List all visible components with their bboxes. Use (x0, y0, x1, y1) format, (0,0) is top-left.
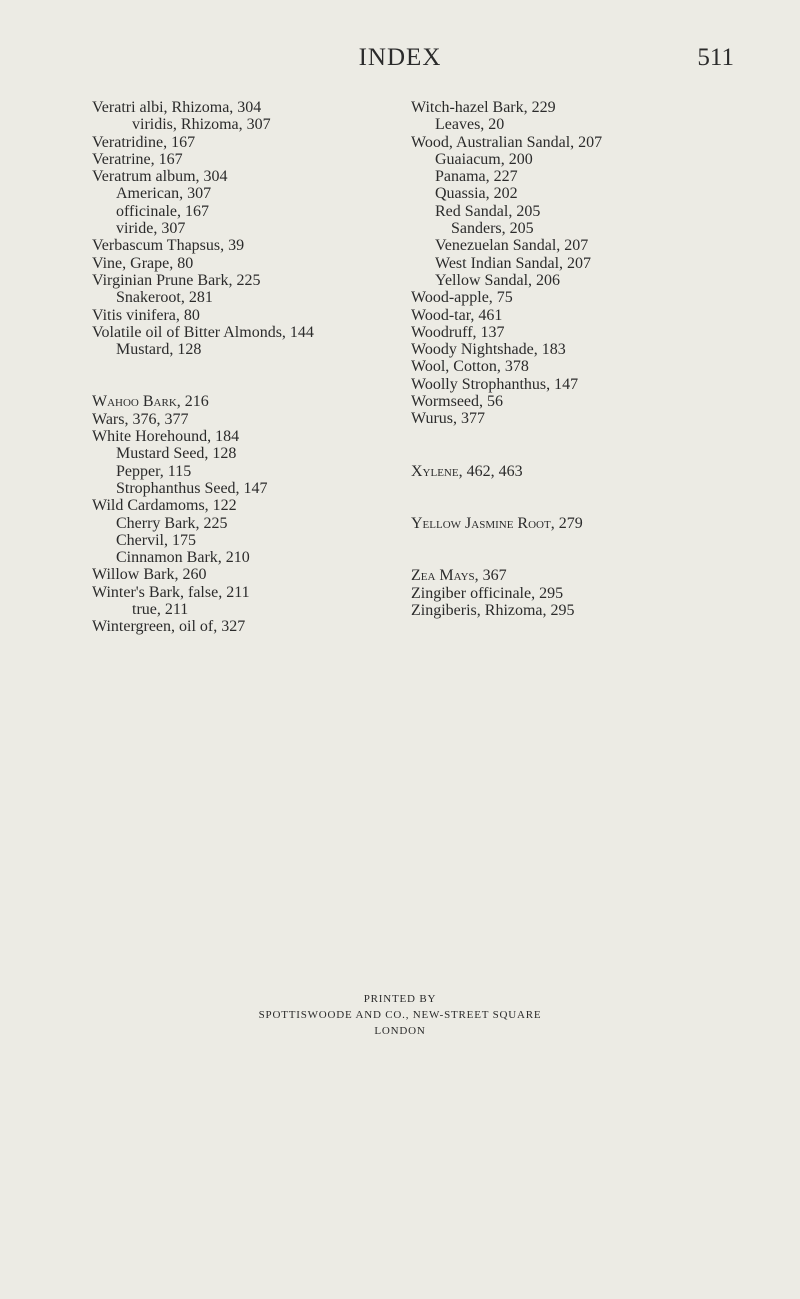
imprint-line: SPOTTISWOODE AND CO., NEW-STREET SQUARE (258, 1009, 542, 1021)
index-entry: Wintergreen, oil of, 327 (92, 618, 246, 636)
index-entry: viride, 307 (116, 220, 186, 238)
index-entry: Cinnamon Bark, 210 (116, 549, 250, 567)
index-entry: Pepper, 115 (116, 462, 192, 480)
index-entry: Veratri albi, Rhizoma, 304 (92, 99, 262, 116)
index-entry: Yellow Jasmine Root, 279 (411, 514, 583, 532)
index-entry: Snakeroot, 281 (116, 289, 213, 307)
imprint-line: LONDON (374, 1025, 426, 1037)
index-entry: Zingiber officinale, 295 (411, 584, 564, 602)
index-entry: Venezuelan Sandal, 207 (435, 237, 589, 255)
index-entry: Zingiberis, Rhizoma, 295 (411, 601, 575, 619)
index-entry: Sanders, 205 (451, 220, 534, 238)
index-entry: Vitis vinifera, 80 (92, 306, 200, 324)
index-entry: Yellow Sandal, 206 (435, 271, 561, 289)
index-entry: Wild Cardamoms, 122 (92, 497, 237, 515)
index-entry: true, 211 (132, 601, 189, 619)
section-gap (92, 358, 392, 393)
index-entry: Xylene, 462, 463 (411, 462, 523, 480)
index-entry: Chervil, 175 (116, 531, 196, 549)
printer-imprint (0, 991, 800, 1039)
index-entry: Cherry Bark, 225 (116, 514, 228, 532)
index-entry: Volatile oil of Bitter Almonds, 144 (92, 323, 314, 341)
index-entry: Red Sandal, 205 (435, 202, 541, 220)
index-entry: Woolly Strophanthus, 147 (411, 375, 579, 393)
index-entry: American, 307 (116, 185, 212, 203)
page-number: 511 (697, 44, 734, 71)
index-entry: viridis, Rhizoma, 307 (132, 116, 271, 134)
index-entry: Mustard Seed, 128 (116, 445, 237, 463)
index-entry: Leaves, 20 (435, 116, 505, 134)
index-entry: Winter's Bark, false, 211 (92, 583, 250, 601)
index-column-right (399, 99, 731, 619)
index-entry: Virginian Prune Bark, 225 (92, 271, 261, 289)
index-entry: Veratrine, 167 (92, 150, 183, 168)
index-entry: Wood-tar, 461 (411, 306, 503, 324)
index-entry: West Indian Sandal, 207 (435, 254, 592, 272)
index-entry: Vine, Grape, 80 (92, 254, 194, 272)
index-column-left (92, 99, 392, 636)
imprint-line: PRINTED BY (363, 993, 437, 1005)
index-entry: Wood-apple, 75 (411, 289, 513, 307)
index-entry: Strophanthus Seed, 147 (116, 479, 268, 497)
index-entry: Wormseed, 56 (411, 393, 504, 411)
index-entry: Wars, 376, 377 (92, 410, 189, 428)
index-entry: Veratridine, 167 (92, 133, 196, 151)
index-entry: Wahoo Bark, 216 (92, 393, 209, 411)
index-entry: Verbascum Thapsus, 39 (92, 237, 245, 255)
index-entry: Wool, Cotton, 378 (411, 358, 529, 376)
index-entry: officinale, 167 (116, 202, 210, 220)
section-gap (411, 428, 731, 463)
index-entry: Mustard, 128 (116, 341, 202, 359)
index-entry: Guaiacum, 200 (435, 150, 533, 168)
section-gap (411, 532, 731, 567)
index-entry: White Horehound, 184 (92, 428, 240, 446)
index-entry: Panama, 227 (435, 168, 518, 186)
index-entry: Veratrum album, 304 (92, 168, 228, 186)
index-entry: Willow Bark, 260 (92, 566, 207, 584)
section-gap (411, 480, 731, 515)
index-entry: Witch-hazel Bark, 229 (411, 99, 556, 116)
index-entry: Woody Nightshade, 183 (411, 341, 566, 359)
page-title: INDEX (358, 44, 442, 71)
index-entry: Wood, Australian Sandal, 207 (411, 133, 603, 151)
index-entry: Woodruff, 137 (411, 323, 505, 341)
index-entry: Quassia, 202 (435, 185, 518, 203)
index-entry: Wurus, 377 (411, 410, 486, 428)
index-entry: Zea Mays, 367 (411, 567, 507, 585)
